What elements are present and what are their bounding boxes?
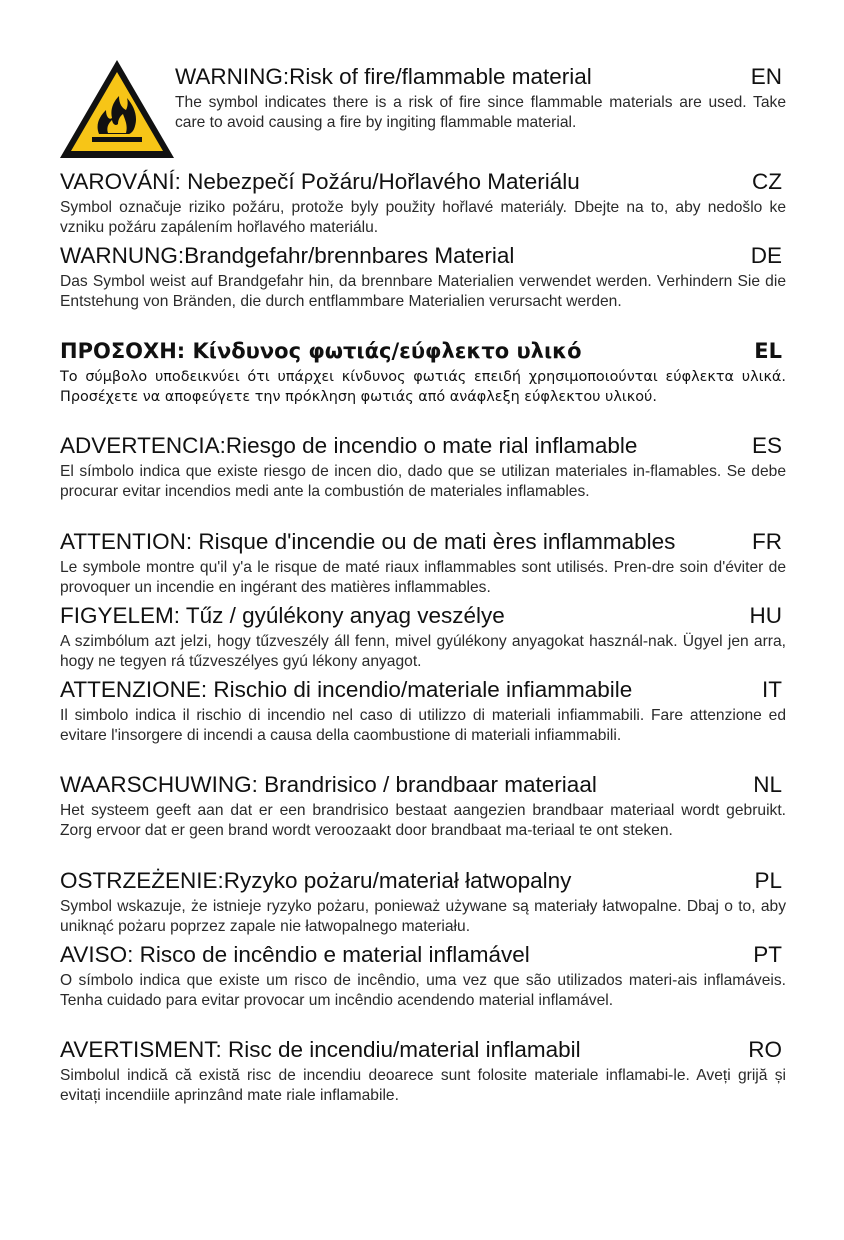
section-text: Symbol wskazuje, że istnieje ryzyko pożaru, ponieważ używane są materiały łatwopalne. Dbaj o to, aby uniknąć pożaru poprzez zapale nie łatwopalnego materiału. xyxy=(60,898,786,936)
section-title: AVISO: Risco de incêndio e material inflamável xyxy=(60,942,530,967)
language-code: PT xyxy=(753,942,782,967)
section-title: ATTENTION: Risque d'incendie ou de mati ères inflammables xyxy=(60,529,676,554)
language-code: EN xyxy=(750,64,782,89)
section-hu xyxy=(60,603,786,672)
language-code: CZ xyxy=(752,169,782,194)
section-text: O símbolo indica que existe um risco de incêndio, uma vez que são utilizados materi-ais inflamáveis. Tenha cuidado para evitar provocar um incêndio acendendo material inflamável. xyxy=(60,972,786,1010)
section-ro xyxy=(60,1037,786,1106)
language-code: PL xyxy=(754,868,782,893)
language-code: ES xyxy=(751,433,782,458)
section-title: ΠΡΟΣΟΧΗ: Κίνδυνος φωτιάς/εύφλεκτο υλικό xyxy=(60,339,582,363)
section-text: Symbol označuje riziko požáru, protože byly použity hořlavé materiály. Dbejte na to, aby nedošlo ke vzniku požáru zapálením hořlavého materiálu. xyxy=(60,199,786,237)
section-text: Le symbole montre qu'il y'a le risque de maté riaux inflammables sont utilisés. Pren-dre soin d'éviter de provoquer un incendie en ingérant des matières inflammables. xyxy=(60,559,786,597)
language-code: FR xyxy=(752,529,782,554)
section-en xyxy=(175,64,786,133)
section-title: FIGYELEM: Tűz / gyúlékony anyag veszélye xyxy=(60,603,505,628)
section-text: A szimbólum azt jelzi, hogy tűzveszély áll fenn, mivel gyúlékony anyagokat használ-nak. Ügyel jen arra, hogy ne tegyen rá tűzveszélyes gyú lékony anyagot. xyxy=(60,633,786,671)
section-text: Το σύμβολο υποδεικνύει ότι υπάρχει κίνδυνος φωτιάς επειδή χρησιμοποιούνται εύφλεκτα υλικά. Προσέχετε να αποφεύγετε την πρόκληση φωτιάς από ανάφλεξη εύφλεκτου υλικού. xyxy=(60,369,786,406)
section-text: Das Symbol weist auf Brandgefahr hin, da brennbare Materialien verwendet werden. Verhindern Sie die Entstehung von Bränden, die durch entflammbare Materialien verursacht werden. xyxy=(60,273,786,311)
section-text: Het systeem geeft aan dat er een brandrisico bestaat aangezien brandbaar materiaal wordt gebruikt. Zorg ervoor dat er geen brand wordt veroozaakt door brandbaat ma-teriaal te ont steken. xyxy=(60,802,786,840)
section-cz xyxy=(60,169,786,238)
section-text: Il simbolo indica il rischio di incendio nel caso di utilizzo di materiali infiammabili. Fare attenzione ed evitare l'insorgere di incendi a causa della caombustione di materiali infiammabili. xyxy=(60,707,786,745)
section-title: ADVERTENCIA:Riesgo de incendio o mate rial inflamable xyxy=(60,433,638,458)
flammable-warning-icon xyxy=(58,58,176,161)
section-pl xyxy=(60,868,786,937)
section-title: VAROVÁNÍ: Nebezpečí Požáru/Hořlavého Materiálu xyxy=(60,169,580,194)
section-title: OSTRZEŻENIE:Ryzyko pożaru/materiał łatwopalny xyxy=(60,868,572,893)
section-it xyxy=(60,677,786,746)
language-code: NL xyxy=(753,772,782,797)
section-pt xyxy=(60,942,786,1011)
section-el xyxy=(60,338,786,407)
language-code: HU xyxy=(749,603,782,628)
language-code: DE xyxy=(750,243,782,268)
section-text: Simbolul indică că există risc de incendiu deoarece sunt folosite materiale inflamabi-le. Aveți grijă și evitați incendiile aprinzând mate riale inflamabile. xyxy=(60,1067,786,1105)
section-title: WARNING:Risk of fire/flammable material xyxy=(175,64,592,89)
section-de xyxy=(60,243,786,312)
language-code: RO xyxy=(748,1037,782,1062)
section-text: The symbol indicates there is a risk of fire since flammable materials are used. Take care to avoid causing a fire by ingiting flammable material. xyxy=(175,94,786,132)
section-fr xyxy=(60,529,786,598)
language-code: EL xyxy=(754,339,782,363)
section-title: WARNUNG:Brandgefahr/brennbares Material xyxy=(60,243,515,268)
section-title: AVERTISMENT: Risc de incendiu/material inflamabil xyxy=(60,1037,581,1062)
language-code: IT xyxy=(762,677,782,702)
section-title: WAARSCHUWING: Brandrisico / brandbaar materiaal xyxy=(60,772,597,797)
section-es xyxy=(60,433,786,502)
section-title: ATTENZIONE: Rischio di incendio/materiale infiammabile xyxy=(60,677,633,702)
section-text: El símbolo indica que existe riesgo de incen dio, dado que se utilizan materiales in-flamables. Se debe procurar evitar incendios medi ante la combustión de materiales inflamables. xyxy=(60,463,786,501)
section-nl xyxy=(60,772,786,841)
